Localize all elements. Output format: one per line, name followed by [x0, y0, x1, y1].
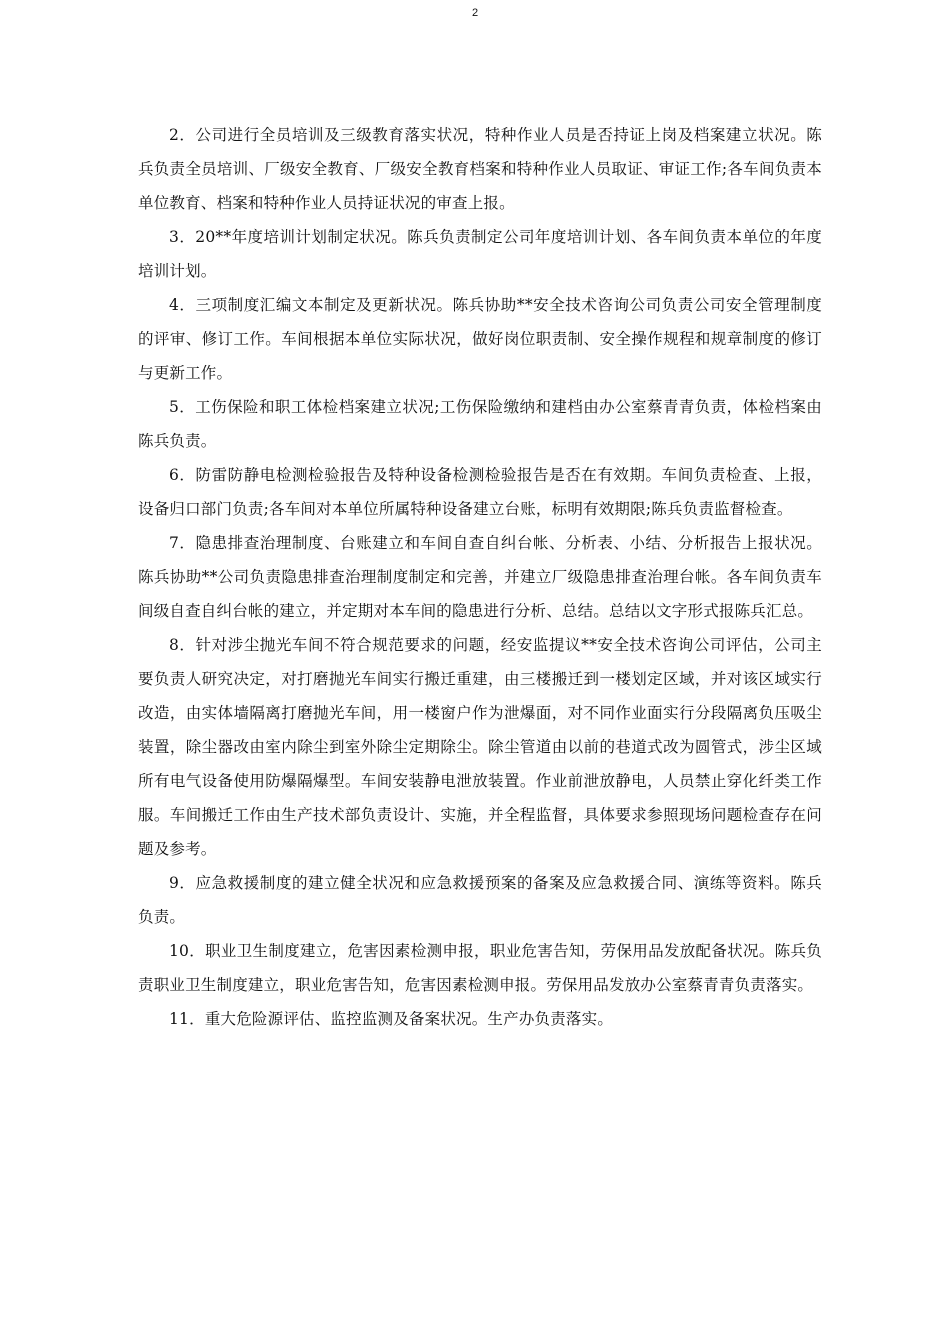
page-number: 2	[471, 7, 479, 19]
paragraph-item-6: 6．防雷防静电检测检验报告及特种设备检测检验报告是否在有效期。车间负责检查、上报，设备归口部门负责;各车间对本单位所属特种设备建立台账，标明有效期限;陈兵负责监督检查。	[138, 466, 822, 518]
paragraph-item-8: 8．针对涉尘抛光车间不符合规范要求的问题，经安监提议**安全技术咨询公司评估，公司主要负责人研究决定，对打磨抛光车间实行搬迁重建，由三楼搬迁到一楼划定区域，并对该区域实行改造，由实体墙隔离打磨抛光车间，用一楼窗户作为泄爆面，对不同作业面实行分段隔离负压吸尘装置，除尘器改由室内除尘到室外除尘定期除尘。除尘管道由以前的巷道式改为圆管式，涉尘区域所有电气设备使用防爆隔爆型。车间安装静电泄放装置。作业前泄放静电，人员禁止穿化纤类工作服。车间搬迁工作由生产技术部负责设计、实施，并全程监督，具体要求参照现场问题检查存在问题及参考。	[138, 636, 822, 858]
paragraph-item-10: 10．职业卫生制度建立，危害因素检测申报，职业危害告知，劳保用品发放配备状况。陈兵负责职业卫生制度建立，职业危害告知，危害因素检测申报。劳保用品发放办公室蔡青青负责落实。	[138, 942, 822, 994]
paragraph-item-9: 9．应急救援制度的建立健全状况和应急救援预案的备案及应急救援合同、演练等资料。陈兵负责。	[138, 874, 822, 926]
paragraph-item-3: 3．20**年度培训计划制定状况。陈兵负责制定公司年度培训计划、各车间负责本单位的年度培训计划。	[138, 228, 822, 280]
document-body	[138, 118, 822, 1036]
paragraph-item-4: 4．三项制度汇编文本制定及更新状况。陈兵协助**安全技术咨询公司负责公司安全管理制度的评审、修订工作。车间根据本单位实际状况，做好岗位职责制、安全操作规程和规章制度的修订与更新工作。	[138, 296, 822, 382]
paragraph-item-2: 2．公司进行全员培训及三级教育落实状况，特种作业人员是否持证上岗及档案建立状况。陈兵负责全员培训、厂级安全教育、厂级安全教育档案和特种作业人员取证、审证工作;各车间负责本单位教育、档案和特种作业人员持证状况的审查上报。	[138, 126, 822, 212]
paragraph-item-5: 5．工伤保险和职工体检档案建立状况;工伤保险缴纳和建档由办公室蔡青青负责，体检档案由陈兵负责。	[138, 398, 822, 450]
paragraph-item-11: 11．重大危险源评估、监控监测及备案状况。生产办负责落实。	[169, 1010, 614, 1028]
paragraph-item-7: 7．隐患排查治理制度、台账建立和车间自查自纠台帐、分析表、小结、分析报告上报状况。陈兵协助**公司负责隐患排查治理制度制定和完善，并建立厂级隐患排查治理台帐。各车间负责车间级自查自纠台帐的建立，并定期对本车间的隐患进行分析、总结。总结以文字形式报陈兵汇总。	[138, 534, 822, 620]
